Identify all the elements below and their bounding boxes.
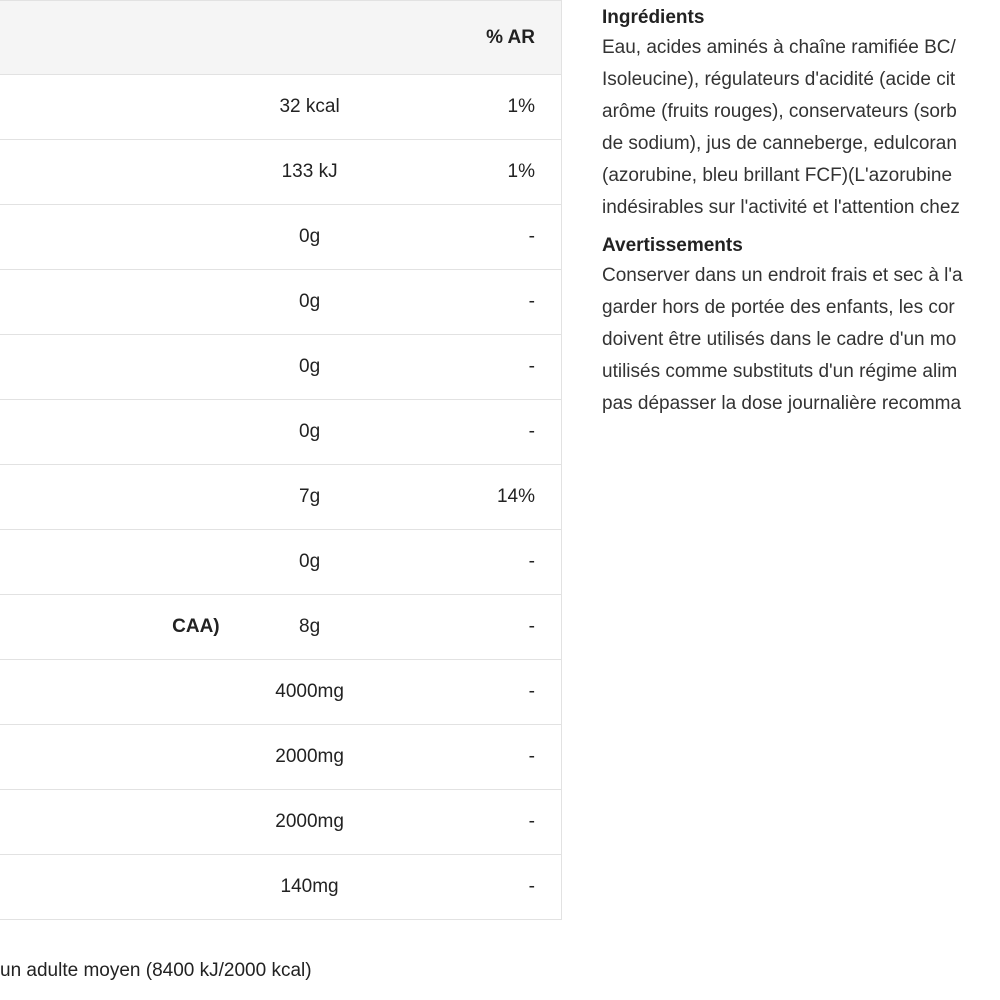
warnings-line: Conserver dans un endroit frais et sec à l'a — [602, 265, 963, 286]
table-row — [0, 595, 562, 660]
row-ar: 1% — [400, 140, 562, 205]
warnings-title: Avertissements — [602, 235, 743, 256]
header-ar: % AR — [400, 1, 562, 75]
row-value: 2000mg — [220, 725, 400, 790]
table-row — [0, 140, 562, 205]
row-ar: 1% — [400, 75, 562, 140]
ingredients-line: indésirables sur l'activité et l'attention chez — [602, 197, 960, 218]
warnings-line: doivent être utilisés dans le cadre d'un mo — [602, 329, 957, 350]
row-value: 0g — [220, 400, 400, 465]
row-ar: - — [400, 790, 562, 855]
row-value: 7g — [220, 465, 400, 530]
row-value: 133 kJ — [220, 140, 400, 205]
row-name — [0, 790, 220, 855]
reference-intake-footnote: un adulte moyen (8400 kJ/2000 kcal) — [0, 960, 312, 981]
row-value: 0g — [220, 270, 400, 335]
table-row — [0, 790, 562, 855]
row-name: CAA) — [0, 595, 220, 660]
row-name — [0, 530, 220, 595]
ingredients-line: (azorubine, bleu brillant FCF)(L'azorubine — [602, 165, 953, 186]
row-value: 140mg — [220, 855, 400, 920]
warnings-text — [602, 260, 1000, 420]
row-name — [0, 205, 220, 270]
row-ar: - — [400, 205, 562, 270]
table-row — [0, 530, 562, 595]
table-body — [0, 75, 562, 920]
row-value: 0g — [220, 205, 400, 270]
row-value: 32 kcal — [220, 75, 400, 140]
row-value: 2000mg — [220, 790, 400, 855]
row-ar: 14% — [400, 465, 562, 530]
table-row — [0, 75, 562, 140]
row-value: 0g — [220, 335, 400, 400]
table-row — [0, 335, 562, 400]
table-header-row — [0, 1, 562, 75]
ingredients-line: Isoleucine), régulateurs d'acidité (acide cit — [602, 69, 956, 90]
table-row — [0, 855, 562, 920]
table-row — [0, 660, 562, 725]
row-name — [0, 660, 220, 725]
row-ar: - — [400, 855, 562, 920]
row-ar: - — [400, 725, 562, 790]
row-value: 4000mg — [220, 660, 400, 725]
row-ar: - — [400, 595, 562, 660]
table-row — [0, 400, 562, 465]
ingredients-line: de sodium), jus de canneberge, edulcoran — [602, 133, 957, 154]
table-row — [0, 205, 562, 270]
row-name — [0, 465, 220, 530]
row-ar: - — [400, 660, 562, 725]
ingredients-section — [602, 6, 1000, 224]
header-name — [0, 1, 220, 75]
row-name — [0, 335, 220, 400]
row-name — [0, 400, 220, 465]
ingredients-line: arôme (fruits rouges), conservateurs (sorb — [602, 101, 957, 122]
row-value: 0g — [220, 530, 400, 595]
table-row — [0, 465, 562, 530]
row-name — [0, 270, 220, 335]
warnings-line: garder hors de portée des enfants, les cor — [602, 297, 955, 318]
warnings-line: pas dépasser la dose journalière recomma — [602, 393, 962, 414]
row-ar: - — [400, 530, 562, 595]
warnings-section — [602, 234, 1000, 420]
row-name — [0, 75, 220, 140]
table-row — [0, 725, 562, 790]
product-info-column — [602, 6, 1000, 420]
row-ar: - — [400, 400, 562, 465]
table-row — [0, 270, 562, 335]
ingredients-line: Eau, acides aminés à chaîne ramifiée BC/ — [602, 37, 956, 58]
header-value — [220, 1, 400, 75]
row-name — [0, 855, 220, 920]
row-name — [0, 140, 220, 205]
row-ar: - — [400, 335, 562, 400]
row-ar: - — [400, 270, 562, 335]
warnings-line: utilisés comme substituts d'un régime alim — [602, 361, 958, 382]
ingredients-text — [602, 32, 1000, 224]
row-name — [0, 725, 220, 790]
row-value: 8g — [220, 595, 400, 660]
ingredients-title: Ingrédients — [602, 7, 705, 28]
